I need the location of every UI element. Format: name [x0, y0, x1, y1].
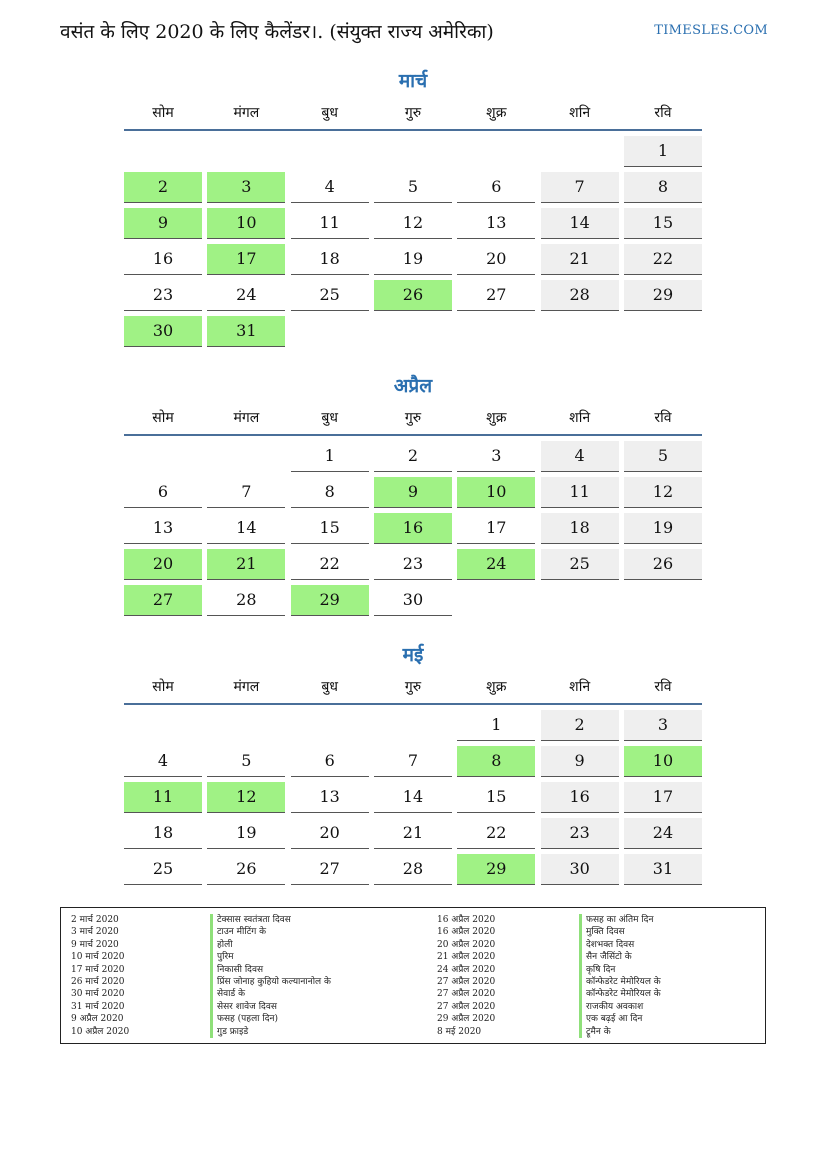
legend-right-names	[579, 914, 661, 1038]
legend-holiday-name: होली	[210, 939, 331, 951]
day-cell[interactable]: 8	[291, 477, 369, 508]
day-cell[interactable]: 18	[541, 513, 619, 544]
legend-date: 20 अप्रैल 2020	[437, 939, 496, 950]
day-cell[interactable]: 21	[374, 818, 452, 849]
day-cell[interactable]: 1	[457, 710, 535, 741]
legend-date: 26 मार्च 2020	[71, 977, 125, 988]
weekday-label: सोम	[152, 678, 174, 695]
day-cell[interactable]: 16	[124, 244, 202, 275]
day-cell[interactable]: 14	[207, 513, 285, 544]
day-cell[interactable]: 20	[457, 244, 535, 275]
legend-date: 27 अप्रैल 2020	[437, 1001, 496, 1012]
brand-link[interactable]: TIMESLES.COM	[654, 23, 768, 38]
day-cell[interactable]: 26	[624, 549, 702, 580]
empty-cell	[457, 136, 535, 166]
day-cell[interactable]: 26	[207, 854, 285, 885]
week-row	[124, 781, 702, 817]
day-cell[interactable]: 19	[374, 244, 452, 275]
header-divider	[124, 703, 702, 705]
holiday-day-cell[interactable]: 21	[207, 549, 285, 580]
legend-holiday-name: पुरिम	[210, 951, 331, 963]
weekday-label: गुरु	[404, 409, 422, 426]
day-cell[interactable]: 13	[124, 513, 202, 544]
month-name: अप्रैल	[393, 375, 433, 397]
week-row	[124, 243, 702, 279]
day-cell[interactable]: 7	[541, 172, 619, 203]
header-divider	[124, 129, 702, 131]
weekday-label: शुक्र	[486, 678, 507, 695]
weekday-label: मंगल	[233, 104, 260, 121]
legend-holiday-name: कॉन्फेडरेट मेमोरियल के	[579, 988, 661, 1000]
legend-holiday-name: कृषि दिन	[579, 964, 661, 976]
holiday-day-cell[interactable]: 16	[374, 513, 452, 544]
weekday-label: शनि	[569, 678, 591, 695]
legend-right-dates	[437, 914, 495, 1038]
day-cell[interactable]: 21	[541, 244, 619, 275]
empty-cell	[207, 136, 285, 166]
day-cell[interactable]: 28	[207, 585, 285, 616]
weekday-header	[124, 400, 702, 434]
day-cell[interactable]: 19	[624, 513, 702, 544]
empty-cell	[374, 136, 452, 166]
day-cell[interactable]: 11	[291, 208, 369, 239]
day-cell[interactable]: 13	[457, 208, 535, 239]
weekday-label: गुरु	[404, 678, 422, 695]
legend-holiday-name: मुक्ति दिवस	[579, 926, 661, 938]
legend-date: 16 अप्रैल 2020	[437, 927, 496, 938]
legend-holiday-name: सैन जैसिंटो के	[579, 951, 661, 963]
day-cell[interactable]: 4	[541, 441, 619, 472]
empty-cell	[457, 316, 535, 346]
weekday-label: शुक्र	[486, 409, 507, 426]
weekday-label: शनि	[569, 104, 591, 121]
month-name: मई	[402, 644, 424, 666]
month-april	[124, 372, 702, 620]
legend-left-dates	[71, 914, 129, 1038]
legend-date: 27 अप्रैल 2020	[437, 989, 496, 1000]
legend-left-names	[210, 914, 331, 1038]
holiday-day-cell[interactable]: 9	[374, 477, 452, 508]
day-cell[interactable]: 16	[541, 782, 619, 813]
empty-cell	[624, 316, 702, 346]
week-row	[124, 207, 702, 243]
empty-cell	[207, 710, 285, 740]
day-cell[interactable]: 8	[624, 172, 702, 203]
empty-cell	[291, 710, 369, 740]
legend-date: 31 मार्च 2020	[71, 1001, 125, 1012]
day-cell[interactable]: 23	[374, 549, 452, 580]
holiday-day-cell[interactable]: 29	[457, 854, 535, 885]
week-row	[124, 817, 702, 853]
holiday-day-cell[interactable]: 12	[207, 782, 285, 813]
day-cell[interactable]: 6	[124, 477, 202, 508]
weekday-label: शनि	[569, 409, 591, 426]
holiday-day-cell[interactable]: 11	[124, 782, 202, 813]
legend-date: 10 अप्रैल 2020	[71, 1026, 130, 1037]
holiday-day-cell[interactable]: 30	[124, 316, 202, 347]
day-cell[interactable]: 2	[374, 441, 452, 472]
legend-date: 9 मार्च 2020	[71, 939, 119, 950]
day-cell[interactable]: 12	[624, 477, 702, 508]
day-cell[interactable]: 5	[374, 172, 452, 203]
day-cell[interactable]: 11	[541, 477, 619, 508]
weekday-label: शुक्र	[486, 104, 507, 121]
day-cell[interactable]: 28	[374, 854, 452, 885]
empty-cell	[124, 441, 202, 471]
day-cell[interactable]: 15	[291, 513, 369, 544]
weekday-label: बुध	[321, 104, 338, 121]
week-row	[124, 745, 702, 781]
holiday-day-cell[interactable]: 29	[291, 585, 369, 616]
day-cell[interactable]: 14	[374, 782, 452, 813]
day-cell[interactable]: 15	[624, 208, 702, 239]
legend-holiday-name: सेसर शावेज दिवस	[210, 1001, 331, 1013]
holiday-day-cell[interactable]: 2	[124, 172, 202, 203]
empty-cell	[291, 136, 369, 166]
legend-date: 21 अप्रैल 2020	[437, 952, 496, 963]
day-cell[interactable]: 19	[207, 818, 285, 849]
day-cell[interactable]: 31	[624, 854, 702, 885]
empty-cell	[541, 136, 619, 166]
weekday-label: रवि	[654, 409, 672, 426]
week-row	[124, 135, 702, 171]
weekday-label: रवि	[654, 678, 672, 695]
legend-holiday-name: निकासी दिवस	[210, 964, 331, 976]
empty-cell	[124, 136, 202, 166]
week-row	[124, 709, 702, 745]
day-cell[interactable]: 18	[291, 244, 369, 275]
day-cell[interactable]: 23	[541, 818, 619, 849]
weekday-header	[124, 95, 702, 129]
week-row	[124, 853, 702, 889]
day-cell[interactable]: 1	[291, 441, 369, 472]
holiday-day-cell[interactable]: 31	[207, 316, 285, 347]
weekday-label: रवि	[654, 104, 672, 121]
legend-date: 17 मार्च 2020	[71, 964, 125, 975]
weekday-header	[124, 669, 702, 703]
day-cell[interactable]: 6	[457, 172, 535, 203]
day-cell[interactable]: 30	[541, 854, 619, 885]
weekday-label: बुध	[321, 678, 338, 695]
day-cell[interactable]: 18	[124, 818, 202, 849]
empty-cell	[291, 316, 369, 346]
day-cell[interactable]: 6	[291, 746, 369, 777]
week-row	[124, 584, 702, 620]
legend-date: 30 मार्च 2020	[71, 989, 125, 1000]
holiday-day-cell[interactable]: 20	[124, 549, 202, 580]
legend-holiday-name: एक बढ़ई आ दिन	[579, 1013, 661, 1025]
header-divider	[124, 434, 702, 436]
legend-holiday-name: गुड फ्राइडे	[210, 1026, 331, 1038]
week-row	[124, 279, 702, 315]
month-name: मार्च	[398, 70, 428, 92]
legend-holiday-name: फसह (पहला दिन)	[210, 1013, 331, 1025]
week-row	[124, 171, 702, 207]
day-cell[interactable]: 24	[207, 280, 285, 311]
legend-date: 2 मार्च 2020	[71, 915, 119, 925]
month-march	[124, 67, 702, 351]
day-cell[interactable]: 9	[541, 746, 619, 777]
day-cell[interactable]: 7	[207, 477, 285, 508]
day-cell[interactable]: 28	[541, 280, 619, 311]
day-cell[interactable]: 1	[624, 136, 702, 167]
legend-date: 9 अप्रैल 2020	[71, 1014, 124, 1025]
holiday-day-cell[interactable]: 8	[457, 746, 535, 777]
day-cell[interactable]: 12	[374, 208, 452, 239]
legend-holiday-name: टेक्सास स्वतंत्रता दिवस	[210, 914, 331, 926]
weekday-label: मंगल	[233, 678, 260, 695]
empty-cell	[541, 585, 619, 615]
day-cell[interactable]: 22	[291, 549, 369, 580]
legend-holiday-name: सेवार्ड के	[210, 988, 331, 1000]
holiday-day-cell[interactable]: 26	[374, 280, 452, 311]
day-cell[interactable]: 17	[624, 782, 702, 813]
empty-cell	[374, 710, 452, 740]
empty-cell	[207, 441, 285, 471]
day-cell[interactable]: 3	[624, 710, 702, 741]
empty-cell	[624, 585, 702, 615]
weekday-label: सोम	[152, 409, 174, 426]
legend-holiday-name: कॉन्फेडरेट मेमोरियल के	[579, 976, 661, 988]
legend-date: 27 अप्रैल 2020	[437, 977, 496, 988]
day-cell[interactable]: 17	[457, 513, 535, 544]
week-row	[124, 548, 702, 584]
weekday-label: मंगल	[233, 409, 260, 426]
day-cell[interactable]: 22	[624, 244, 702, 275]
legend-date: 3 मार्च 2020	[71, 927, 119, 938]
day-cell[interactable]: 25	[291, 280, 369, 311]
legend-holiday-name: देशभक्त दिवस	[579, 939, 661, 951]
day-cell[interactable]: 27	[291, 854, 369, 885]
day-cell[interactable]: 3	[457, 441, 535, 472]
weekday-label: सोम	[152, 104, 174, 121]
weekday-label: बुध	[321, 409, 338, 426]
holiday-day-cell[interactable]: 10	[624, 746, 702, 777]
holiday-day-cell[interactable]: 10	[207, 208, 285, 239]
legend-holiday-name: टाउन मीटिंग के	[210, 926, 331, 938]
page-title: वसंत के लिए 2020 के लिए कैलेंडर।. (संयुक्त राज्य अमेरिका)	[60, 21, 494, 43]
day-cell[interactable]: 22	[457, 818, 535, 849]
empty-cell	[457, 585, 535, 615]
weekday-label: गुरु	[404, 104, 422, 121]
holiday-day-cell[interactable]: 24	[457, 549, 535, 580]
holiday-day-cell[interactable]: 27	[124, 585, 202, 616]
day-cell[interactable]: 24	[624, 818, 702, 849]
day-cell[interactable]: 4	[291, 172, 369, 203]
legend-date: 24 अप्रैल 2020	[437, 964, 496, 975]
day-cell[interactable]: 15	[457, 782, 535, 813]
holiday-day-cell[interactable]: 3	[207, 172, 285, 203]
day-cell[interactable]: 13	[291, 782, 369, 813]
legend-date: 16 अप्रैल 2020	[437, 915, 496, 925]
day-cell[interactable]: 7	[374, 746, 452, 777]
day-cell[interactable]: 4	[124, 746, 202, 777]
week-row	[124, 476, 702, 512]
day-cell[interactable]: 25	[541, 549, 619, 580]
legend-holiday-name: ट्रूमैन के	[579, 1026, 661, 1038]
day-cell[interactable]: 5	[207, 746, 285, 777]
day-cell[interactable]: 2	[541, 710, 619, 741]
empty-cell	[374, 316, 452, 346]
empty-cell	[541, 316, 619, 346]
day-cell[interactable]: 23	[124, 280, 202, 311]
day-cell[interactable]: 27	[457, 280, 535, 311]
legend-holiday-name: राजकीय अवकाश	[579, 1001, 661, 1013]
day-cell[interactable]: 29	[624, 280, 702, 311]
day-cell[interactable]: 14	[541, 208, 619, 239]
day-cell[interactable]: 5	[624, 441, 702, 472]
day-cell[interactable]: 30	[374, 585, 452, 616]
week-row	[124, 440, 702, 476]
legend-holiday-name: फसह का अंतिम दिन	[579, 914, 661, 926]
day-cell[interactable]: 20	[291, 818, 369, 849]
holiday-day-cell[interactable]: 10	[457, 477, 535, 508]
day-cell[interactable]: 25	[124, 854, 202, 885]
holiday-day-cell[interactable]: 9	[124, 208, 202, 239]
legend-date: 8 मई 2020	[437, 1026, 482, 1037]
holiday-day-cell[interactable]: 17	[207, 244, 285, 275]
empty-cell	[124, 710, 202, 740]
week-row	[124, 512, 702, 548]
legend-date: 29 अप्रैल 2020	[437, 1014, 496, 1025]
week-row	[124, 315, 702, 351]
legend-date: 10 मार्च 2020	[71, 952, 125, 963]
legend-holiday-name: प्रिंस जोनाह कुहियो कल्यानानोल के	[210, 976, 331, 988]
holiday-legend	[60, 907, 766, 1044]
month-may	[124, 641, 702, 889]
